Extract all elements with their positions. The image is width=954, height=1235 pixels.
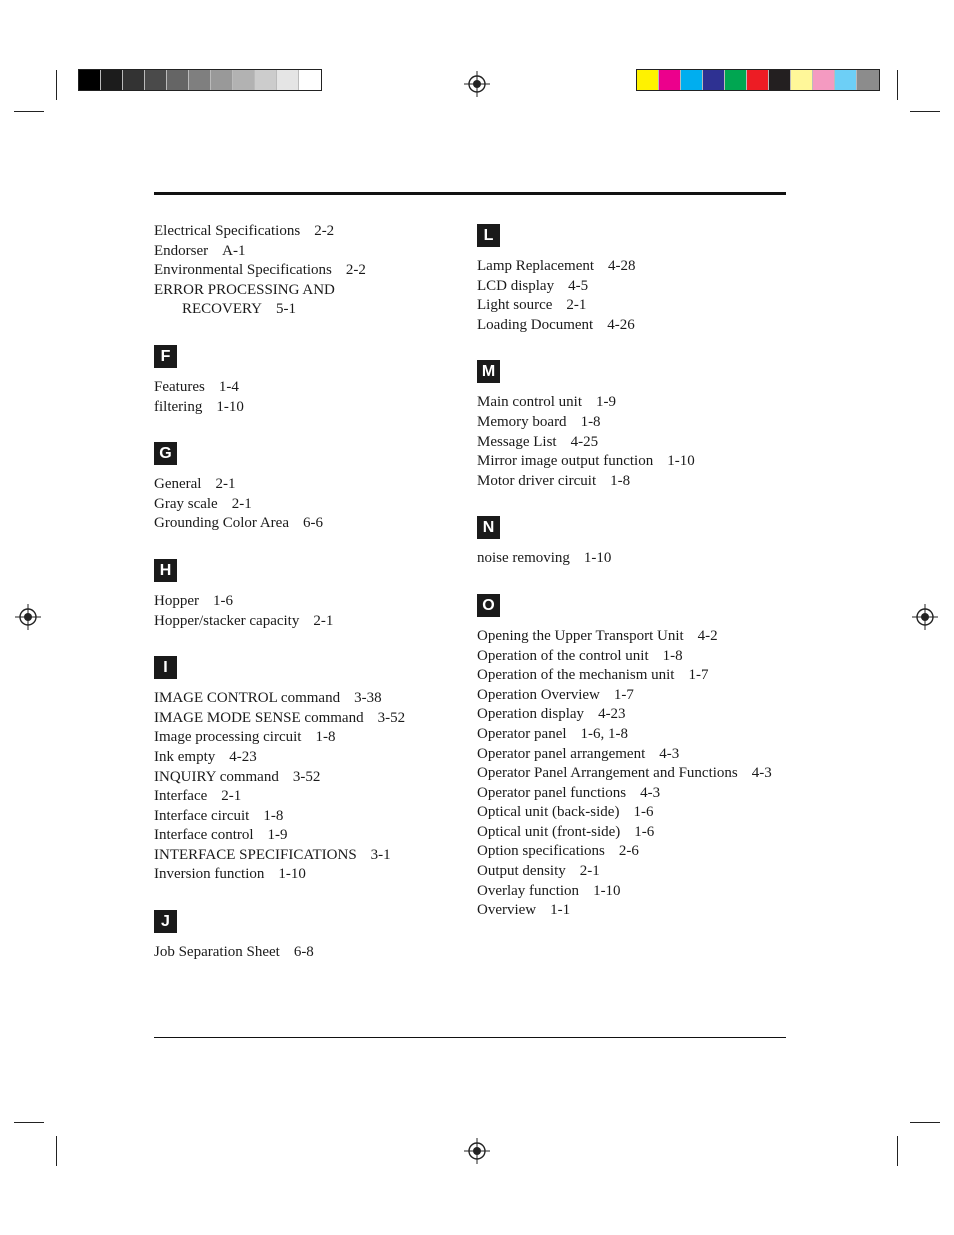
index-page-ref: 1-1 bbox=[550, 902, 571, 919]
index-term: Ink empty bbox=[154, 748, 216, 765]
index-entry bbox=[154, 807, 464, 827]
index-entry bbox=[477, 725, 797, 745]
crop-mark bbox=[910, 111, 940, 112]
index-entry bbox=[154, 495, 464, 515]
section-letter-badge: N bbox=[477, 516, 500, 539]
index-page-ref: 1-8 bbox=[263, 807, 284, 824]
index-entry bbox=[154, 592, 464, 612]
index-entry bbox=[477, 452, 797, 472]
index-page-ref: 1-8 bbox=[315, 729, 336, 746]
index-entry bbox=[477, 882, 797, 902]
index-page-ref: 2-6 bbox=[618, 843, 639, 860]
index-page-ref: 1-8 bbox=[662, 647, 683, 664]
index-term: filtering bbox=[154, 398, 203, 415]
index-term: Image processing circuit bbox=[154, 729, 302, 746]
index-entry bbox=[477, 296, 797, 316]
index-page-ref: 3-52 bbox=[377, 709, 406, 726]
index-entry bbox=[477, 277, 797, 297]
index-term: Main control unit bbox=[477, 394, 582, 411]
index-section-h bbox=[154, 559, 464, 631]
footer-rule bbox=[154, 1037, 786, 1038]
index-term: Opening the Upper Transport Unit bbox=[477, 627, 684, 644]
index-page-ref: 2-1 bbox=[313, 612, 334, 629]
index-page-ref: 1-7 bbox=[688, 667, 709, 684]
index-term: Loading Document bbox=[477, 316, 594, 333]
index-term: INQUIRY command bbox=[154, 768, 279, 785]
index-term: Overview bbox=[477, 902, 537, 919]
index-section-o bbox=[477, 594, 797, 921]
color-swatch bbox=[681, 70, 703, 90]
section-letter-badge: I bbox=[154, 656, 177, 679]
color-swatch bbox=[703, 70, 725, 90]
index-entry bbox=[154, 943, 464, 963]
index-page-ref: 2-1 bbox=[221, 788, 242, 805]
index-term: Gray scale bbox=[154, 495, 218, 512]
index-page-ref: 1-6, 1-8 bbox=[580, 725, 629, 742]
color-swatch bbox=[299, 70, 321, 90]
color-swatch bbox=[835, 70, 857, 90]
index-term: Operation display bbox=[477, 706, 585, 723]
color-swatch bbox=[747, 70, 769, 90]
color-swatch bbox=[255, 70, 277, 90]
index-entry bbox=[477, 803, 797, 823]
registration-mark-icon bbox=[464, 1138, 490, 1164]
registration-mark-icon bbox=[464, 71, 490, 97]
index-entry bbox=[477, 764, 797, 784]
index-term: Optical unit (front-side) bbox=[477, 823, 621, 840]
index-term: Interface control bbox=[154, 827, 254, 844]
crop-mark bbox=[56, 1136, 57, 1166]
index-page-ref: 4-26 bbox=[607, 316, 635, 333]
crop-mark bbox=[910, 1122, 940, 1123]
section-letter-badge: O bbox=[477, 594, 500, 617]
index-term: Operator panel bbox=[477, 725, 567, 742]
index-page-ref: 1-4 bbox=[218, 378, 239, 395]
index-page-ref: 1-10 bbox=[583, 550, 612, 567]
index-term: LCD display bbox=[477, 277, 555, 294]
index-entry: Endorser A-1 bbox=[154, 242, 246, 259]
index-page-ref: 4-3 bbox=[751, 765, 772, 782]
index-page-ref: 1-10 bbox=[278, 866, 306, 883]
index-page-ref: 1-10 bbox=[667, 453, 695, 470]
process-color-bar bbox=[636, 69, 880, 91]
index-page-ref: 6-8 bbox=[293, 944, 314, 961]
index-page-ref: 1-8 bbox=[610, 472, 631, 489]
color-swatch bbox=[769, 70, 791, 90]
index-term: Operation of the mechanism unit bbox=[477, 667, 675, 684]
crop-mark bbox=[897, 70, 898, 100]
index-page-ref: 4-2 bbox=[697, 627, 718, 644]
index-page-ref: 4-3 bbox=[659, 745, 680, 762]
index-entry: ERROR PROCESSING AND bbox=[154, 281, 335, 298]
color-swatch bbox=[167, 70, 189, 90]
index-term: Overlay function bbox=[477, 882, 580, 899]
index-section-l bbox=[477, 224, 797, 335]
index-page-ref: 4-25 bbox=[570, 433, 599, 450]
crop-mark bbox=[14, 111, 44, 112]
index-page-ref: 3-1 bbox=[370, 846, 391, 863]
index-section-j bbox=[154, 910, 464, 963]
index-entry bbox=[477, 549, 797, 569]
crop-mark bbox=[14, 1122, 44, 1123]
index-entry bbox=[477, 901, 797, 921]
index-term: Option specifications bbox=[477, 843, 605, 860]
index-entry-continuation: RECOVERY 5-1 bbox=[182, 301, 297, 318]
index-section-f bbox=[154, 345, 464, 417]
color-swatch bbox=[277, 70, 299, 90]
section-letter-badge: L bbox=[477, 224, 500, 247]
section-heading bbox=[154, 559, 464, 582]
index-page-ref: 1-6 bbox=[634, 823, 655, 840]
index-page-ref: 1-9 bbox=[267, 827, 288, 844]
index-entry bbox=[154, 846, 464, 866]
header-rule bbox=[154, 192, 786, 195]
index-entry bbox=[477, 627, 797, 647]
index-entry bbox=[477, 472, 797, 492]
section-heading bbox=[477, 360, 797, 383]
index-page-ref: 1-8 bbox=[580, 413, 601, 430]
index-term: INTERFACE SPECIFICATIONS bbox=[154, 846, 357, 863]
index-entry bbox=[477, 413, 797, 433]
index-term: Motor driver circuit bbox=[477, 472, 597, 489]
index-page-ref: 1-9 bbox=[596, 394, 616, 411]
index-entry bbox=[477, 823, 797, 843]
index-term: Lamp Replacement bbox=[477, 258, 595, 274]
color-swatch bbox=[145, 70, 167, 90]
color-swatch bbox=[813, 70, 835, 90]
section-heading bbox=[154, 345, 464, 368]
index-entry: Electrical Specifications 2-2 bbox=[154, 223, 335, 239]
index-page-ref: 2-1 bbox=[215, 476, 236, 493]
index-entry bbox=[154, 475, 464, 495]
index-term: Features bbox=[154, 378, 205, 395]
index-page-ref: 4-23 bbox=[229, 748, 257, 765]
registration-mark-icon bbox=[15, 604, 41, 630]
section-heading bbox=[154, 656, 464, 679]
registration-mark-icon bbox=[912, 604, 938, 630]
index-entry bbox=[154, 689, 464, 709]
section-letter-badge: J bbox=[154, 910, 177, 933]
index-entry bbox=[154, 378, 464, 398]
color-swatch bbox=[189, 70, 211, 90]
index-term: Operator panel functions bbox=[477, 784, 627, 801]
index-entry bbox=[477, 686, 797, 706]
index-term: Hopper bbox=[154, 592, 199, 609]
index-entry bbox=[477, 393, 797, 413]
index-entry bbox=[477, 784, 797, 804]
index-term: Memory board bbox=[477, 413, 567, 430]
index-page-ref: 1-10 bbox=[216, 398, 244, 415]
index-term: Interface bbox=[154, 788, 208, 805]
index-page-ref: 4-5 bbox=[568, 277, 589, 294]
index-term: noise removing bbox=[477, 550, 570, 567]
index-entry bbox=[477, 745, 797, 765]
index-entry bbox=[154, 826, 464, 846]
index-section-n bbox=[477, 516, 797, 569]
index-page-ref: 3-52 bbox=[292, 768, 321, 785]
section-heading bbox=[477, 516, 797, 539]
section-heading bbox=[154, 442, 464, 465]
index-page-ref: 2-1 bbox=[231, 495, 252, 512]
index-entry bbox=[477, 862, 797, 882]
crop-mark bbox=[56, 70, 57, 100]
index-page-ref: 1-10 bbox=[593, 882, 621, 899]
color-swatch bbox=[637, 70, 659, 90]
color-swatch bbox=[659, 70, 681, 90]
index-intro-entries bbox=[154, 222, 464, 320]
color-swatch bbox=[79, 70, 101, 90]
index-entry bbox=[154, 709, 464, 729]
color-swatch bbox=[211, 70, 233, 90]
index-section-m bbox=[477, 360, 797, 491]
index-section-g bbox=[154, 442, 464, 534]
index-column-right bbox=[477, 197, 797, 921]
index-term: Message List bbox=[477, 433, 557, 450]
color-swatch bbox=[123, 70, 145, 90]
index-term: Grounding Color Area bbox=[154, 515, 289, 532]
index-page-ref: 4-23 bbox=[598, 706, 626, 723]
crop-mark bbox=[897, 1136, 898, 1166]
index-page-ref: 1-6 bbox=[213, 592, 233, 609]
color-swatch bbox=[233, 70, 255, 90]
index-entry bbox=[154, 398, 464, 418]
index-entry bbox=[477, 842, 797, 862]
color-swatch bbox=[857, 70, 879, 90]
index-entry bbox=[477, 433, 797, 453]
index-entry bbox=[154, 768, 464, 788]
index-term: Light source bbox=[477, 297, 553, 314]
index-term: Operator Panel Arrangement and Functions bbox=[477, 765, 738, 782]
index-entry bbox=[477, 666, 797, 686]
index-entry bbox=[154, 612, 464, 632]
index-term: Operation of the control unit bbox=[477, 647, 649, 664]
index-entry bbox=[477, 257, 797, 277]
index-term: General bbox=[154, 476, 202, 493]
index-page-ref: 6-6 bbox=[302, 515, 323, 532]
index-term: Optical unit (back-side) bbox=[477, 804, 620, 821]
section-letter-badge: G bbox=[154, 442, 177, 465]
index-entry: Environmental Specifications 2-2 bbox=[154, 262, 366, 279]
index-page-ref: 4-28 bbox=[608, 258, 636, 274]
section-letter-badge: H bbox=[154, 559, 177, 582]
section-letter-badge: F bbox=[154, 345, 177, 368]
index-entry bbox=[154, 748, 464, 768]
index-term: Output density bbox=[477, 863, 566, 880]
section-heading bbox=[154, 910, 464, 933]
section-letter-badge: M bbox=[477, 360, 500, 383]
index-term: IMAGE MODE SENSE command bbox=[154, 709, 364, 726]
index-term: Inversion function bbox=[154, 866, 265, 883]
color-swatch bbox=[101, 70, 123, 90]
index-page-ref: 3-38 bbox=[354, 690, 382, 707]
index-entry bbox=[477, 647, 797, 667]
index-page-ref: 1-7 bbox=[613, 686, 634, 703]
index-page-ref: 2-1 bbox=[566, 297, 587, 314]
index-term: Interface circuit bbox=[154, 807, 250, 824]
index-entry bbox=[154, 865, 464, 885]
color-swatch bbox=[725, 70, 747, 90]
index-term: Mirror image output function bbox=[477, 453, 654, 470]
index-page-ref: 1-6 bbox=[633, 804, 654, 821]
index-term: Job Separation Sheet bbox=[154, 944, 280, 961]
section-heading bbox=[477, 594, 797, 617]
grayscale-color-bar bbox=[78, 69, 322, 91]
index-term: Operator panel arrangement bbox=[477, 745, 646, 762]
index-term: Operation Overview bbox=[477, 686, 600, 703]
index-entry bbox=[154, 514, 464, 534]
index-section-i bbox=[154, 656, 464, 885]
index-term: IMAGE CONTROL command bbox=[154, 690, 341, 707]
index-page-ref: 2-1 bbox=[579, 863, 600, 880]
index-column-left bbox=[154, 222, 464, 963]
index-entry bbox=[154, 728, 464, 748]
index-page-ref: 4-3 bbox=[640, 784, 661, 801]
index-entry bbox=[154, 787, 464, 807]
index-term: Hopper/stacker capacity bbox=[154, 612, 300, 629]
index-entry bbox=[477, 705, 797, 725]
color-swatch bbox=[791, 70, 813, 90]
index-entry bbox=[477, 316, 797, 336]
section-heading bbox=[477, 224, 797, 247]
